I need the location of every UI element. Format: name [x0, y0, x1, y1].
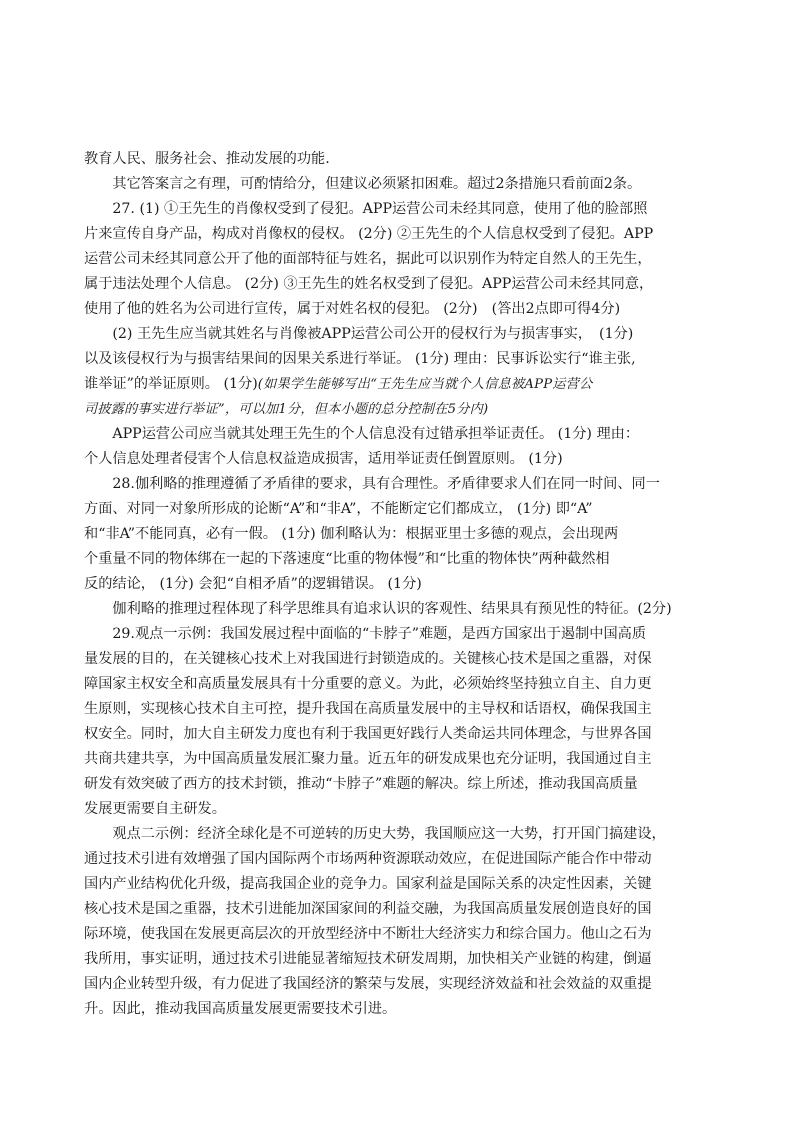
text-line: 教育人民、服务社会、推动发展的功能.: [84, 151, 330, 167]
text-line: 量发展的目的，在关键核心技术上对我国进行封锁造成的。关键核心技术是国之重器，对保: [84, 651, 652, 667]
text-line: 障国家主权安全和高质量发展具有十分重要的意义。为此，必须始终坚持独立自主、自力更: [84, 676, 652, 692]
text-line: 运营公司未经其同意公开了他的面部特征与姓名，据此可以识别作为特定自然人的王先生，: [84, 251, 652, 267]
text-line: 28.伽利略的推理遵循了矛盾律的要求，具有合理性。矛盾律要求人们在同一时间、同一: [84, 476, 660, 492]
text-line: 核心技术是国之重器，技术引进能加深国家间的利益交融，为我国高质量发展创造良好的国: [84, 901, 652, 917]
section-b: [84, 422, 726, 1022]
text-line: 反的结论， (1分) 会犯“自相矛盾”的逻辑错误。 (1分): [84, 576, 422, 592]
text-line: 权安全。同时，加大自主研发力度也有利于我国更好践行人类命运共同体理念，与世界各国: [84, 726, 652, 742]
text-line: 发展更需要自主研发。: [84, 801, 226, 817]
text-line: 个人信息处理者侵害个人信息权益造成损害，适用举证责任倒置原则。 (1分): [84, 451, 563, 467]
section-a: [84, 147, 726, 422]
text-line: 其它答案言之有理，可酌情给分，但建议必须紧扣困难。超过2条措施只看前面2条。: [84, 176, 642, 192]
text-line: 方面、对同一对象所形成的论断“A”和“非A”，不能断定它们都成立， (1分) 即“A”: [84, 501, 593, 517]
text-line: 研发有效突破了西方的技术封锁，推动“卡脖子”难题的解决。综上所述，推动我国高质量: [84, 776, 638, 792]
text-line: 通过技术引进有效增强了国内国际两个市场两种资源联动效应，在促进国际产能合作中带动: [84, 851, 652, 867]
text-line: APP运营公司应当就其处理王先生的个人信息没有过错承担举证责任。 (1分) 理由：: [84, 426, 640, 442]
text-line: 生原则，实现核心技术自主可控，提升我国在高质量发展中的主导权和话语权，确保我国主: [84, 701, 652, 717]
text-line-with-note: [84, 372, 726, 397]
text-line: 片来宣传自身产品，构成对肖像权的侵权。 (2分) ②王先生的个人信息权受到了侵犯。APP: [84, 226, 654, 242]
scoring-note: (如果学生能够写出“王先生应当就个人信息被APP运营公: [257, 377, 593, 392]
scoring-note-continued: 司披露的事实进行举证”，可以加1分，但本小题的总分控制在5分内): [84, 402, 489, 417]
text-line: 和“非A”不能同真，必有一假。 (1分) 伽利略认为：根据亚里士多德的观点，会出现两: [84, 526, 619, 542]
text-segment: 谁举证”的举证原则。 (1分): [84, 376, 258, 392]
text-line: 属于违法处理个人信息。 (2分) ③王先生的姓名权受到了侵犯。APP运营公司未经其同意，: [84, 276, 654, 292]
text-line: 29.观点一示例：我国发展过程中面临的“卡脖子”难题，是西方国家出于遏制中国高质: [84, 626, 647, 642]
text-line: 国内产业结构优化升级，提高我国企业的竞争力。国家利益是国际关系的决定性因素，关键: [84, 876, 652, 892]
text-line: 我所用，事实证明，通过技术引进能显著缩短技术研发周期，加快相关产业链的构建，倒逼: [84, 951, 652, 967]
text-line: 际环境，使我国在发展更高层次的开放型经济中不断壮大经济实力和综合国力。他山之石为: [84, 926, 652, 942]
text-line: (2) 王先生应当就其姓名与肖像被APP运营公司公开的侵权行为与损害事实， (1分): [84, 326, 634, 342]
text-line: 共商共建共享，为中国高质量发展汇聚力量。近五年的研发成果也充分证明，我国通过自主: [84, 751, 652, 767]
text-line: 升。因此，推动我国高质量发展更需要技术引进。: [84, 1001, 397, 1017]
text-line: 个重量不同的物体绑在一起的下落速度“比重的物体慢”和“比重的物体快”两种截然相: [84, 551, 610, 567]
text-line: 国内企业转型升级，有力促进了我国经济的繁荣与发展，实现经济效益和社会效益的双重提: [84, 976, 652, 992]
text-line: 使用了他的姓名为公司进行宣传，属于对姓名权的侵犯。 (2分) (答出2点即可得4分): [84, 301, 621, 317]
text-line: 以及该侵权行为与损害结果间的因果关系进行举证。 (1分) 理由：民事诉讼实行“谁主张,: [84, 351, 636, 367]
text-line: 伽利略的推理过程体现了科学思维具有追求认识的客观性、结果具有预见性的特征。(2分): [84, 601, 672, 617]
text-line: 观点二示例：经济全球化是不可逆转的历史大势，我国顺应这一大势，打开国门搞建设，: [84, 826, 666, 842]
text-line: 27. (1) ①王先生的肖像权受到了侵犯。APP运营公司未经其同意，使用了他的脸部照: [84, 201, 648, 217]
